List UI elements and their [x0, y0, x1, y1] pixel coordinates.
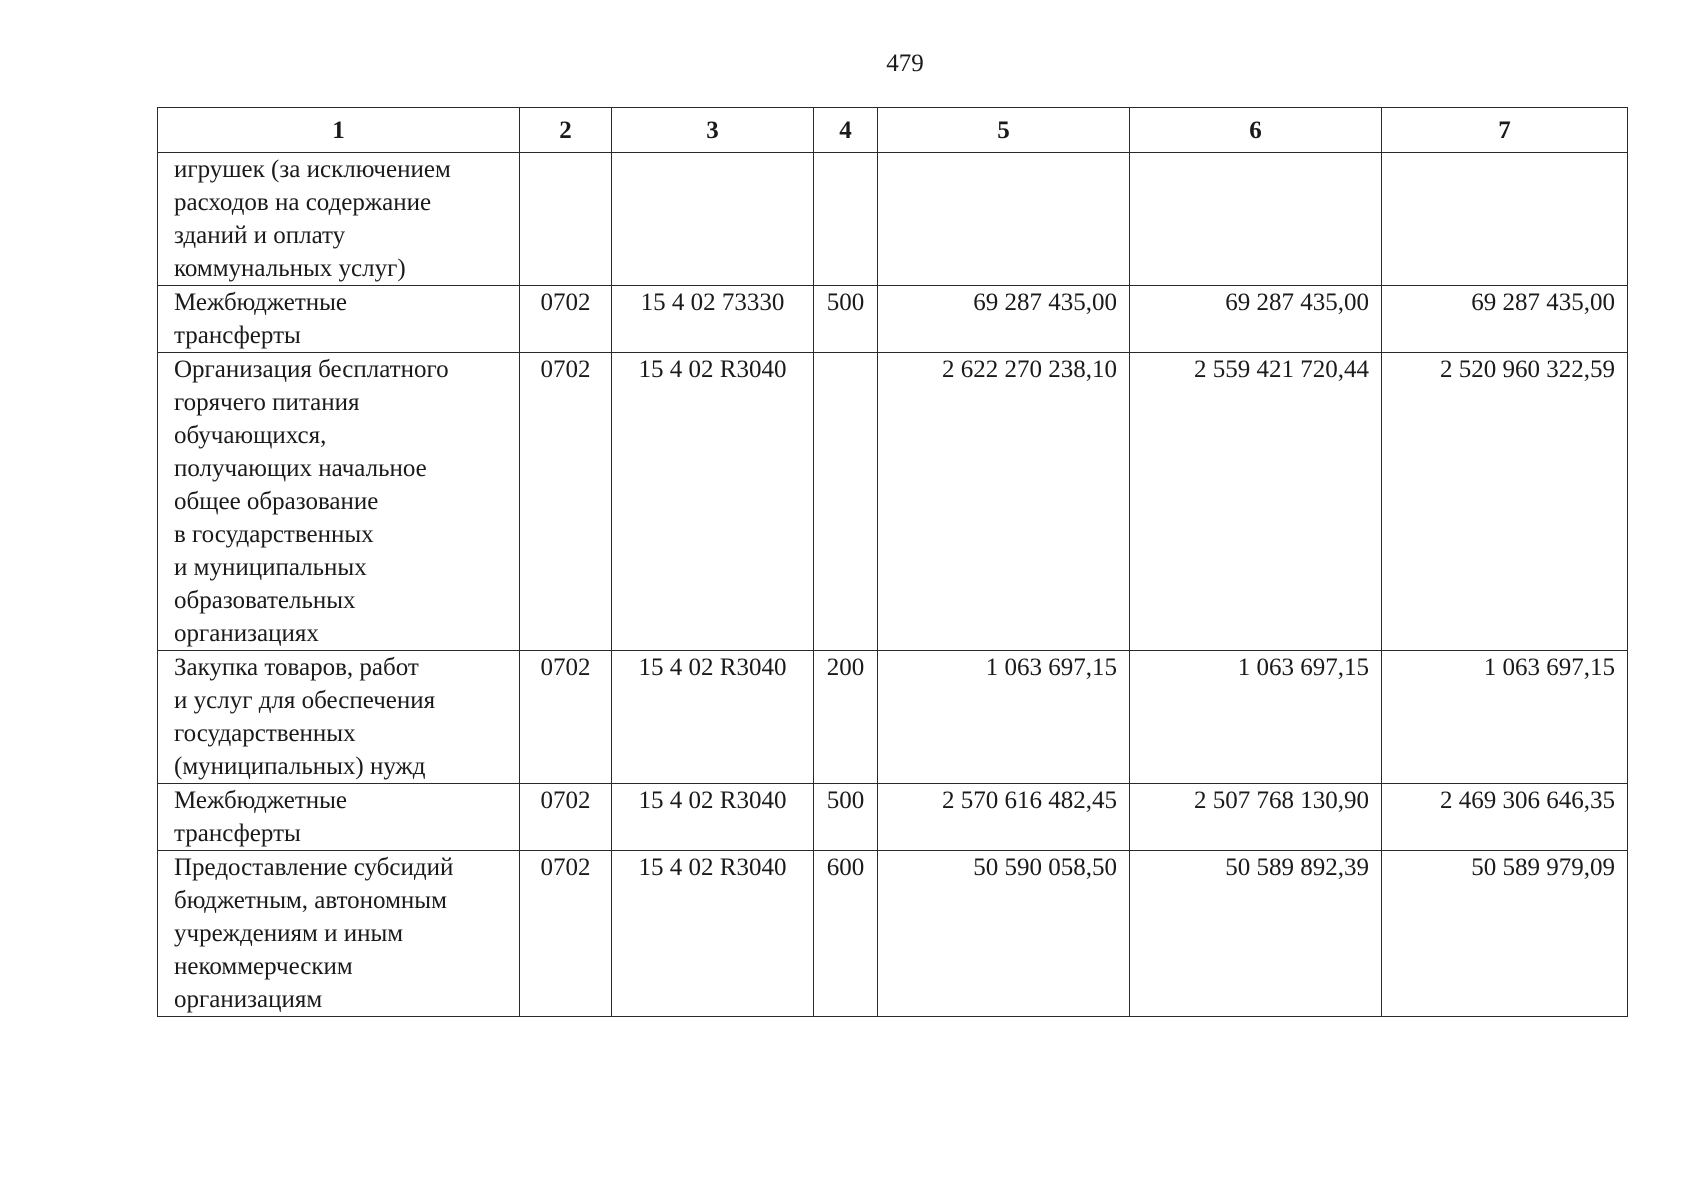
section-code-cell	[520, 286, 612, 353]
target-code-cell	[612, 286, 814, 353]
expense-type-cell	[814, 784, 878, 851]
amount-5: 1 063 697,15	[985, 654, 1117, 681]
row-name: игрушек (за исключением расходов на содержание зданий и оплату коммунальных услуг)	[174, 156, 451, 282]
amount-cell-5	[878, 784, 1130, 851]
expense-type: 200	[826, 654, 865, 681]
amount-cell-7	[1382, 851, 1628, 1017]
amount-7: 50 589 979,09	[1471, 854, 1615, 881]
expense-type-cell	[814, 286, 878, 353]
amount-7: 2 520 960 322,59	[1440, 356, 1615, 383]
section-code-cell	[520, 651, 612, 784]
expense-type-cell	[814, 353, 878, 651]
target-code-cell	[612, 851, 814, 1017]
row-name-cell	[158, 353, 520, 651]
row-name-cell	[158, 286, 520, 353]
expense-type-cell	[814, 851, 878, 1017]
row-name-cell	[158, 851, 520, 1017]
amount-5: 69 287 435,00	[973, 289, 1117, 316]
row-name-cell	[158, 153, 520, 286]
section-code-cell	[520, 153, 612, 286]
row-name: Межбюджетные трансферты	[174, 289, 348, 349]
amount-6: 2 559 421 720,44	[1194, 356, 1369, 383]
amount-cell-5	[878, 851, 1130, 1017]
target-code: 15 4 02 73330	[640, 289, 785, 316]
target-code: 15 4 02 R3040	[638, 787, 787, 814]
amount-7: 1 063 697,15	[1483, 654, 1615, 681]
row-name-cell	[158, 651, 520, 784]
target-code-cell	[612, 784, 814, 851]
target-code: 15 4 02 R3040	[638, 356, 787, 383]
row-name: Предоставление субсидий бюджетным, автономным учреждениям и иным некоммерческим организациям	[174, 854, 454, 1013]
column-header-5: 5	[878, 108, 1130, 153]
amount-cell-6	[1130, 353, 1382, 651]
amount-7: 69 287 435,00	[1471, 289, 1615, 316]
amount-cell-7	[1382, 784, 1628, 851]
amount-cell-7	[1382, 153, 1628, 286]
section-code: 0702	[540, 356, 591, 383]
expense-type-cell	[814, 153, 878, 286]
section-code-cell	[520, 353, 612, 651]
section-code-cell	[520, 784, 612, 851]
amount-cell-7	[1382, 651, 1628, 784]
section-code: 0702	[540, 787, 591, 814]
table-row	[158, 353, 1628, 651]
amount-cell-5	[878, 353, 1130, 651]
amount-7: 2 469 306 646,35	[1440, 787, 1615, 814]
amount-cell-6	[1130, 153, 1382, 286]
amount-5: 2 622 270 238,10	[942, 356, 1117, 383]
column-header-4: 4	[814, 108, 878, 153]
section-code-cell	[520, 851, 612, 1017]
amount-cell-7	[1382, 353, 1628, 651]
target-code: 15 4 02 R3040	[638, 654, 787, 681]
amount-cell-5	[878, 153, 1130, 286]
amount-cell-5	[878, 651, 1130, 784]
amount-cell-6	[1130, 286, 1382, 353]
expense-type-cell	[814, 651, 878, 784]
amount-6: 69 287 435,00	[1225, 289, 1369, 316]
amount-6: 1 063 697,15	[1237, 654, 1369, 681]
target-code-cell	[612, 353, 814, 651]
amount-6: 50 589 892,39	[1225, 854, 1369, 881]
section-code: 0702	[540, 289, 591, 316]
table-row	[158, 651, 1628, 784]
page-number: 479	[886, 50, 924, 77]
amount-6: 2 507 768 130,90	[1194, 787, 1369, 814]
table-row	[158, 153, 1628, 286]
section-code: 0702	[540, 854, 591, 881]
target-code-cell	[612, 651, 814, 784]
amount-cell-7	[1382, 286, 1628, 353]
table-row	[158, 784, 1628, 851]
column-header-7: 7	[1382, 108, 1628, 153]
target-code-cell	[612, 153, 814, 286]
column-header-1: 1	[158, 108, 520, 153]
amount-cell-6	[1130, 651, 1382, 784]
expense-type: 500	[826, 787, 865, 814]
column-header-6: 6	[1130, 108, 1382, 153]
table-row	[158, 286, 1628, 353]
target-code: 15 4 02 R3040	[638, 854, 787, 881]
row-name: Организация бесплатного горячего питания обучающихся, получающих начальное общее образование в государственных и муниципальных образовательных организациях	[174, 356, 449, 647]
row-name: Межбюджетные трансферты	[174, 787, 348, 847]
amount-5: 2 570 616 482,45	[942, 787, 1117, 814]
expense-type: 600	[826, 854, 865, 881]
table-header-row	[158, 108, 1628, 153]
table-row	[158, 851, 1628, 1017]
column-header-2: 2	[520, 108, 612, 153]
expense-type: 500	[826, 289, 865, 316]
amount-5: 50 590 058,50	[973, 854, 1117, 881]
amount-cell-6	[1130, 851, 1382, 1017]
column-header-3: 3	[612, 108, 814, 153]
budget-table	[157, 107, 1628, 1017]
row-name-cell	[158, 784, 520, 851]
amount-cell-6	[1130, 784, 1382, 851]
section-code: 0702	[540, 654, 591, 681]
row-name: Закупка товаров, работ и услуг для обеспечения государственных (муниципальных) нужд	[174, 654, 436, 780]
amount-cell-5	[878, 286, 1130, 353]
